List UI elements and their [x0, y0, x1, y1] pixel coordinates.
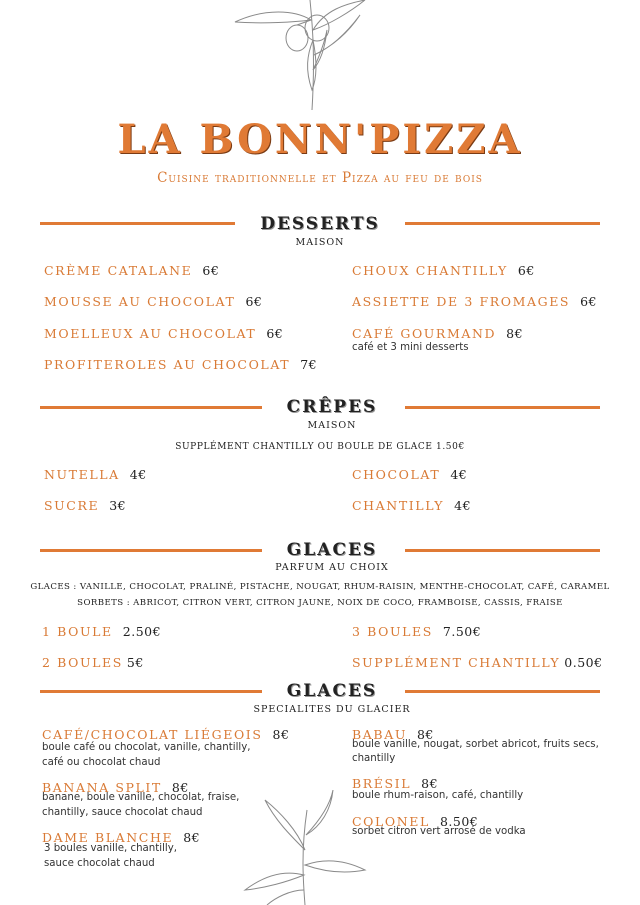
menu-item: CHOCOLAT 4€ — [352, 467, 468, 482]
menu-item: BRÉSIL 8€ — [352, 776, 439, 791]
olive-branch-icon — [225, 0, 375, 115]
menu-item: CHANTILLY 4€ — [352, 498, 472, 513]
menu-item: DAME BLANCHE 8€ — [42, 830, 201, 845]
menu-item: 2 BOULES 5€ — [42, 655, 144, 670]
section-subtitle-glaces: PARFUM AU CHOIX — [275, 562, 389, 573]
section-subtitle-desserts: MAISON — [295, 237, 345, 248]
section-title-desserts: DESSERTS — [260, 214, 380, 234]
menu-item: CRÈME CATALANE 6€ — [44, 263, 220, 278]
item-description: boule rhum-raison, café, chantilly — [352, 790, 524, 801]
item-description: 3 boules vanille, chantilly, — [44, 843, 177, 854]
divider-right — [405, 690, 600, 693]
menu-item: COLONEL 8.50€ — [352, 814, 479, 829]
item-description: café ou chocolat chaud — [42, 757, 161, 768]
divider-right — [405, 222, 600, 225]
section-subtitle-specialites: SPECIALITES DU GLACIER — [253, 704, 411, 715]
menu-item: MOELLEUX AU CHOCOLAT 6€ — [44, 326, 284, 341]
item-description: café et 3 mini desserts — [352, 342, 469, 353]
crepes-supplement-note: SUPPLÉMENT CHANTILLY OU BOULE DE GLACE 1.50€ — [175, 442, 465, 452]
item-description: boule vanille, nougat, sorbet abricot, fruits secs, — [352, 739, 599, 750]
menu-item: CHOUX CHANTILLY 6€ — [352, 263, 535, 278]
menu-item: MOUSSE AU CHOCOLAT 6€ — [44, 294, 263, 309]
divider-left — [40, 222, 235, 225]
menu-item: 3 BOULES 7.50€ — [352, 624, 482, 639]
menu-item: CAFÉ/CHOCOLAT LIÉGEOIS 8€ — [42, 727, 290, 742]
menu-item: PROFITEROLES AU CHOCOLAT 7€ — [44, 357, 318, 372]
menu-item: NUTELLA 4€ — [44, 467, 147, 482]
restaurant-title: LA BONN'PIZZA — [117, 116, 523, 163]
menu-item: BABAU 8€ — [352, 727, 434, 742]
menu-item: ASSIETTE DE 3 FROMAGES 6€ — [352, 294, 597, 309]
divider-right — [405, 406, 600, 409]
menu-item: SUPPLÉMENT CHANTILLY 0.50€ — [352, 655, 603, 670]
sorbets-flavours: SORBETS : ABRICOT, CITRON VERT, CITRON JAUNE, NOIX DE COCO, FRAMBOISE, CASSIS, FRAISE — [77, 598, 563, 608]
item-description: banane, boule vanille, chocolat, fraise, — [42, 792, 240, 803]
divider-left — [40, 406, 262, 409]
item-description: boule café ou chocolat, vanille, chantilly, — [42, 742, 251, 753]
section-title-glaces: GLACES — [286, 540, 378, 560]
section-subtitle-crepes: MAISON — [307, 420, 357, 431]
leaf-branch-icon — [235, 790, 375, 905]
section-title-crepes: CRÊPES — [286, 397, 378, 417]
divider-left — [40, 690, 262, 693]
item-description: sorbet citron vert arrosé de vodka — [352, 826, 526, 837]
menu-item: SUCRE 3€ — [44, 498, 127, 513]
item-description: sauce chocolat chaud — [44, 858, 155, 869]
divider-left — [40, 549, 262, 552]
menu-item: CAFÉ GOURMAND 8€ — [352, 326, 524, 341]
menu-item: BANANA SPLIT 8€ — [42, 780, 189, 795]
restaurant-subtitle: Cuisine traditionnelle et Pizza au feu de bois — [157, 170, 483, 186]
item-description: chantilly — [352, 753, 396, 764]
divider-right — [405, 549, 600, 552]
item-description: chantilly, sauce chocolat chaud — [42, 807, 203, 818]
section-title-specialites: GLACES — [286, 681, 378, 701]
menu-item: 1 BOULE 2.50€ — [42, 624, 162, 639]
glaces-flavours: GLACES : VANILLE, CHOCOLAT, PRALINÉ, PISTACHE, NOUGAT, RHUM-RAISIN, MENTHE-CHOCOLAT, CAFÉ, CARAMEL — [30, 582, 610, 592]
